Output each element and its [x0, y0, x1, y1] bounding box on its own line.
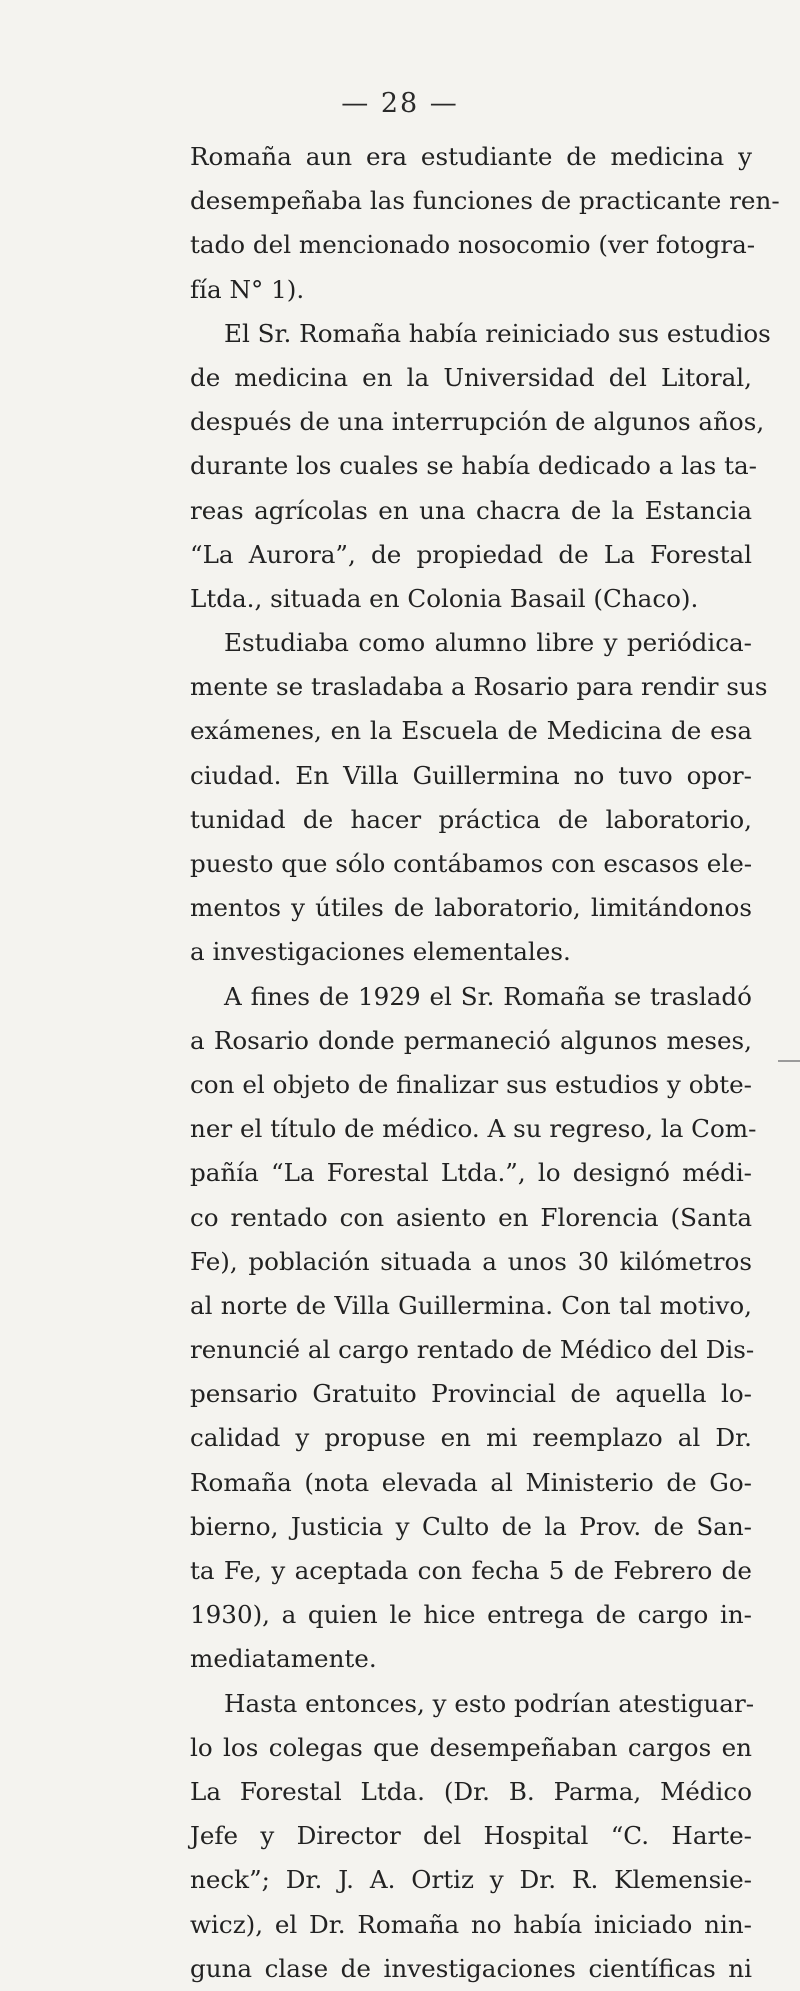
text-line: calidad y propuse en mi reemplazo al Dr. [190, 1423, 752, 1453]
text-line: Jefe y Director del Hospital “C. Harte- [190, 1821, 752, 1851]
text-line: desempeñaba las funciones de practicante ren- [190, 186, 780, 216]
text-line: pensario Gratuito Provincial de aquella lo- [190, 1379, 752, 1409]
text-line: pañía “La Forestal Ltda.”, lo designó médi- [190, 1158, 752, 1188]
text-line: al norte de Villa Guillermina. Con tal motivo, [190, 1290, 752, 1320]
paragraph [190, 312, 771, 621]
text-line: mentos y útiles de laboratorio, limitándonos [190, 893, 752, 923]
text-line: A fines de 1929 el Sr. Romaña se trasladó [224, 981, 752, 1011]
text-line: Fe), población situada a unos 30 kilómetros [190, 1246, 752, 1276]
text-line: Romaña (nota elevada al Ministerio de Go- [190, 1467, 752, 1497]
paragraph [190, 1682, 755, 1991]
text-line: renuncié al cargo rentado de Médico del Dis- [190, 1335, 755, 1365]
text-line: durante los cuales se había dedicado a las ta- [190, 451, 757, 481]
text-line: neck”; Dr. J. A. Ortiz y Dr. R. Klemensie- [190, 1865, 752, 1895]
text-line: Hasta entonces, y esto podrían atestiguar- [224, 1688, 755, 1718]
paragraph [190, 975, 757, 1682]
text-line: wicz), el Dr. Romaña no había iniciado nin- [190, 1909, 752, 1939]
paragraph [190, 621, 768, 975]
text-line: ciudad. En Villa Guillermina no tuvo opor- [190, 760, 752, 790]
text-line: guna clase de investigaciones científicas ni [190, 1953, 752, 1983]
text-line: con el objeto de finalizar sus estudios y obte- [190, 1069, 752, 1099]
text-line: ta Fe, y aceptada con fecha 5 de Febrero de [190, 1556, 752, 1585]
text-line: de medicina en la Universidad del Litoral, [190, 362, 752, 392]
text-line: Romaña aun era estudiante de medicina y [190, 142, 752, 171]
margin-mark [778, 1060, 800, 1062]
text-line: exámenes, en la Escuela de Medicina de esa [190, 716, 752, 746]
text-line: a investigaciones elementales. [190, 937, 571, 967]
text-line: reas agrícolas en una chacra de la Estancia [190, 495, 752, 525]
text-line: después de una interrupción de algunos años, [190, 407, 765, 437]
text-line: Estudiaba como alumno libre y periódica- [224, 628, 752, 658]
text-line: ner el título de médico. A su regreso, la Com- [190, 1114, 757, 1144]
text-line: “La Aurora”, de propiedad de La Forestal [190, 539, 752, 569]
body-text [190, 135, 780, 1991]
text-line: mente se trasladaba a Rosario para rendir sus [190, 672, 768, 702]
text-line: tado del mencionado nosocomio (ver fotogra- [190, 230, 756, 260]
text-line: puesto que sólo contábamos con escasos ele- [190, 849, 753, 878]
text-line: mediatamente. [190, 1644, 377, 1674]
paragraph [190, 135, 780, 312]
text-line: tunidad de hacer práctica de laboratorio, [190, 804, 752, 834]
text-line: co rentado con asiento en Florencia (Santa [190, 1202, 752, 1232]
text-line: lo los colegas que desempeñaban cargos en [190, 1732, 752, 1762]
text-line: a Rosario donde permaneció algunos meses, [190, 1025, 752, 1055]
page-number: — 28 — [341, 88, 459, 119]
text-line: fía N° 1). [190, 274, 305, 304]
text-line: La Forestal Ltda. (Dr. B. Parma, Médico [190, 1776, 752, 1806]
text-line: El Sr. Romaña había reiniciado sus estudios [224, 318, 771, 348]
text-line: 1930), a quien le hice entrega de cargo in- [190, 1600, 752, 1630]
text-line: bierno, Justicia y Culto de la Prov. de San- [190, 1511, 752, 1541]
text-line: Ltda., situada en Colonia Basail (Chaco). [190, 583, 699, 613]
